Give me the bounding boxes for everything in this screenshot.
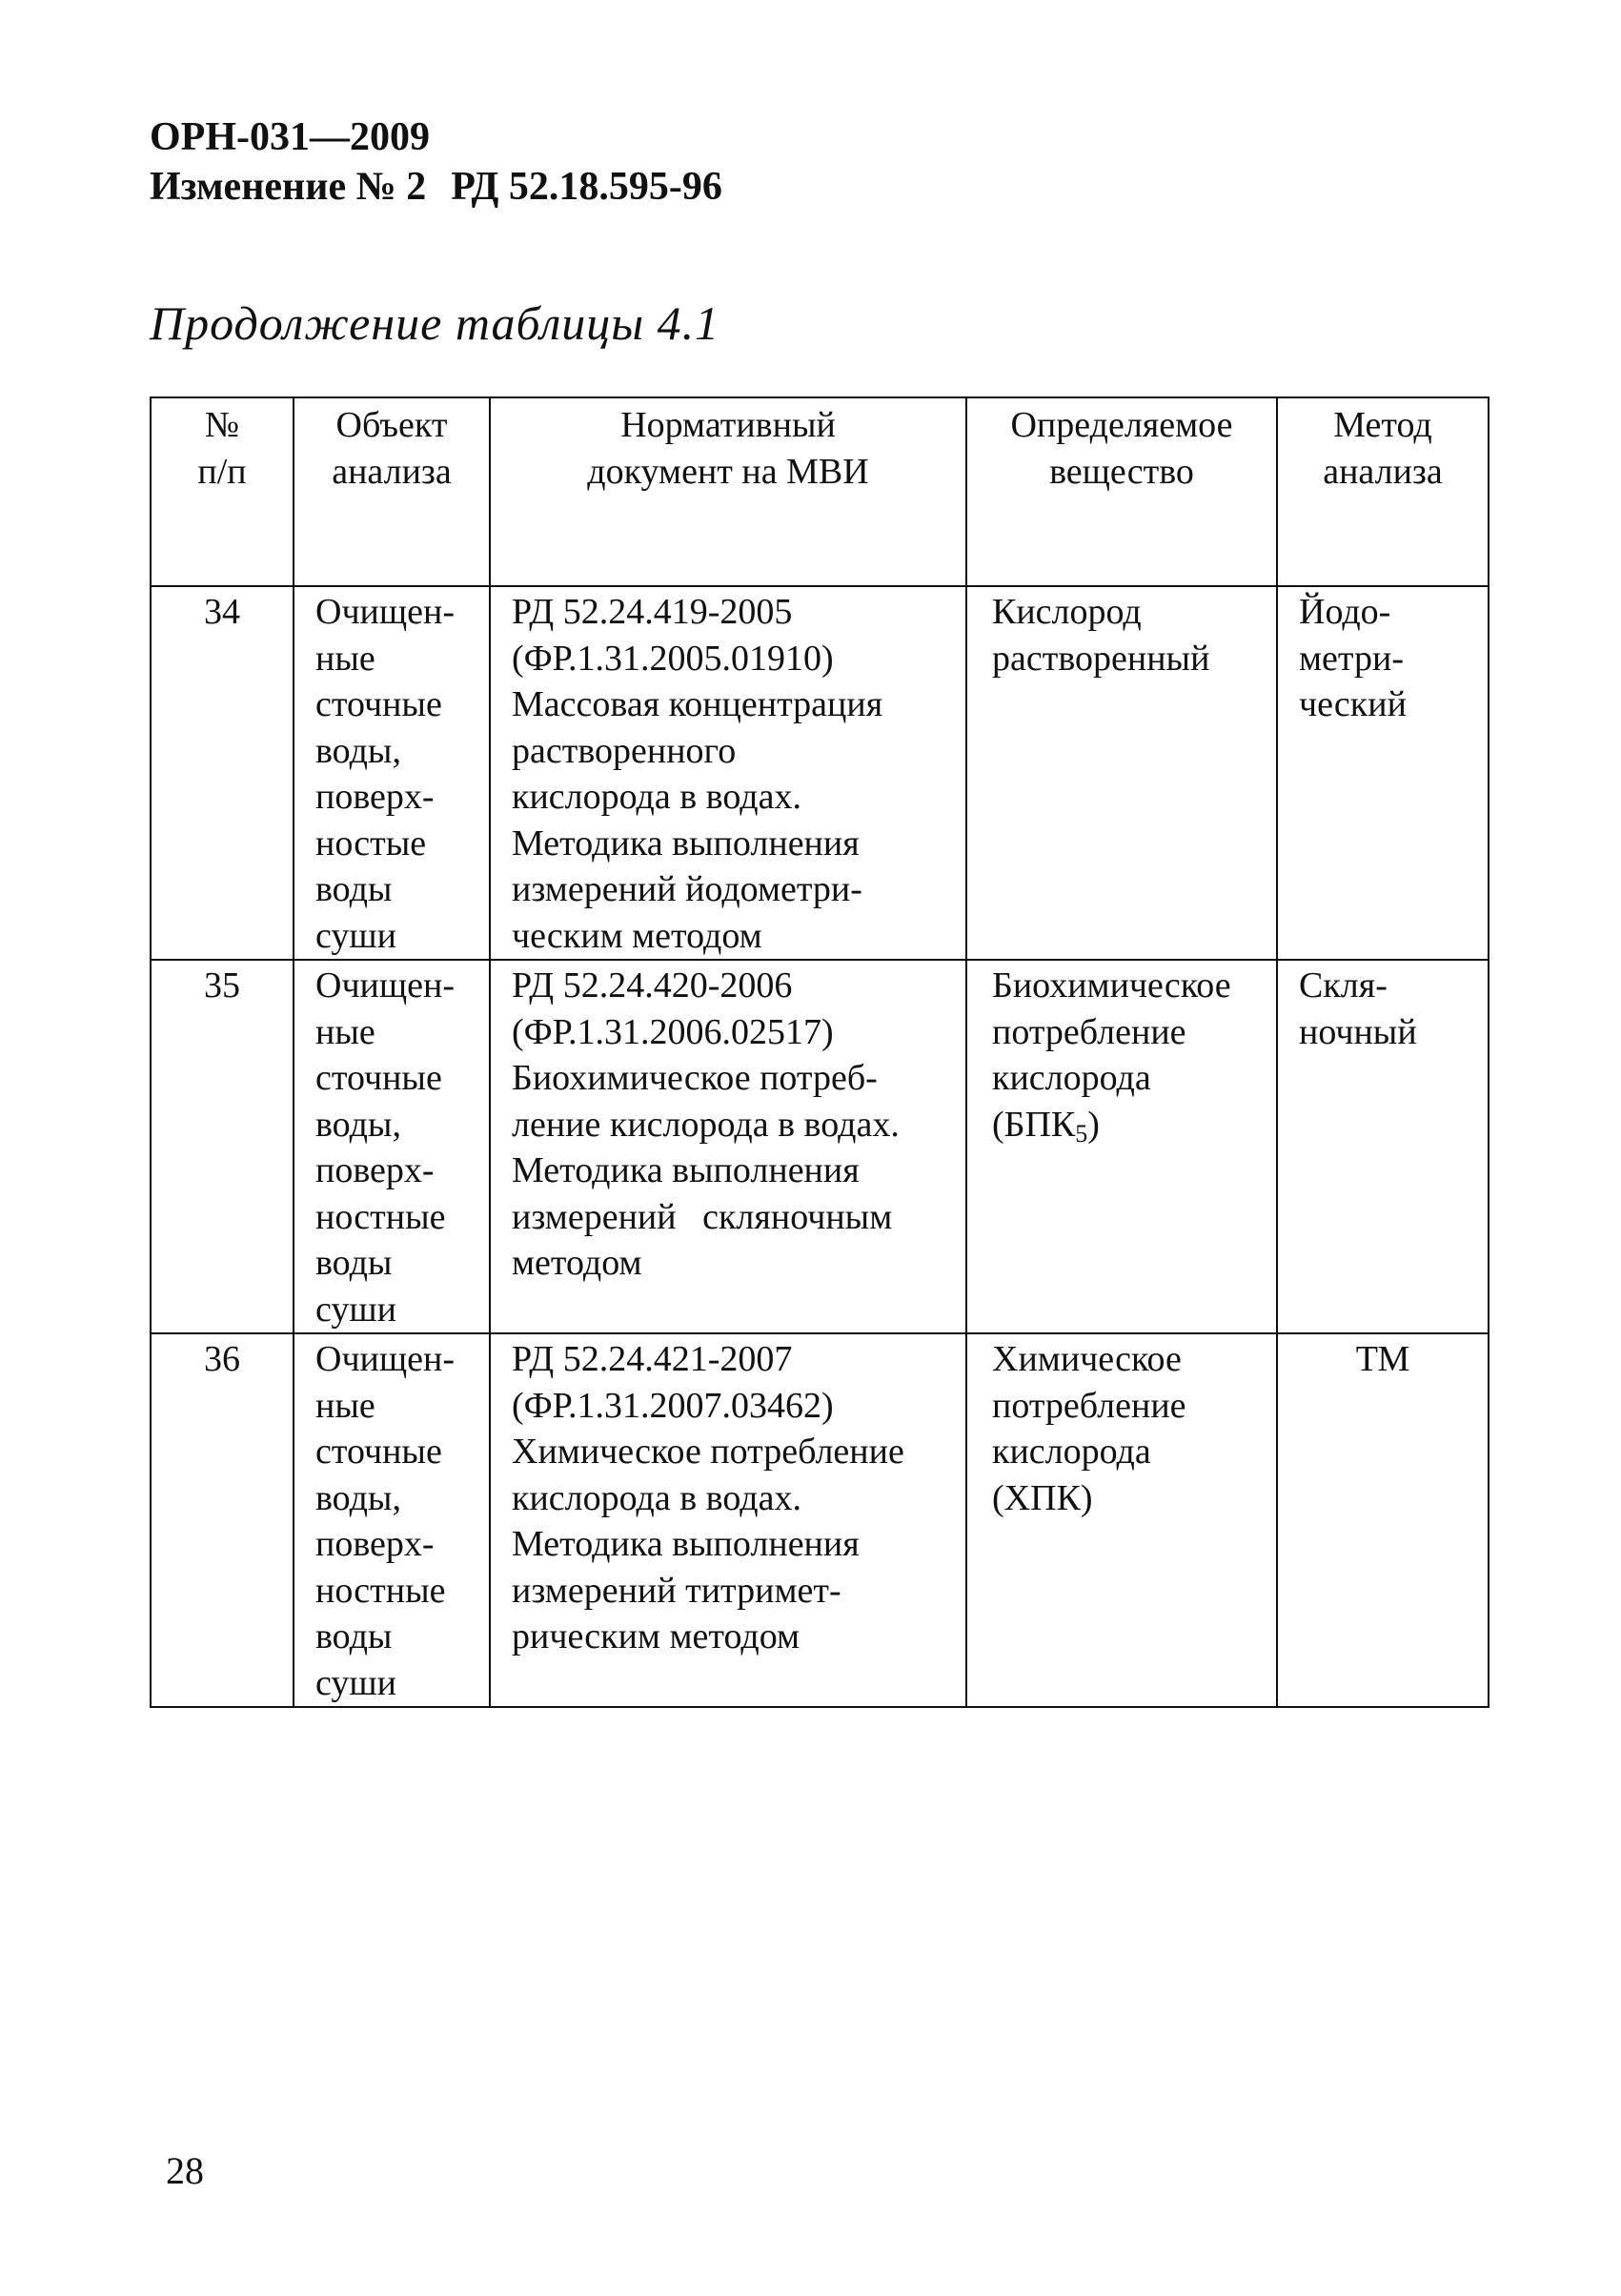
determined-substance: Химическое потребление кислорода (ХПК) bbox=[966, 1333, 1277, 1707]
determined-substance: Кислород растворенный bbox=[966, 586, 1277, 960]
table-caption: Продолжение таблицы 4.1 bbox=[150, 296, 720, 350]
document-code: ОРН-031—2009 bbox=[150, 115, 430, 159]
row-number: 35 bbox=[151, 960, 294, 1333]
analysis-method: ТМ bbox=[1277, 1333, 1489, 1707]
rd-reference: РД 52.18.595-96 bbox=[451, 165, 722, 209]
document-header bbox=[150, 112, 722, 212]
table-row bbox=[151, 586, 1489, 960]
normative-document: РД 52.24.420-2006 (ФР.1.31.2006.02517) Биохимическое потреб- ление кислорода в водах. Методика выполнения измерений скляночным методом bbox=[490, 960, 966, 1333]
analysis-object: Очищен- ные сточные воды, поверх- ностные воды суши bbox=[294, 1333, 490, 1707]
row-number: 34 bbox=[151, 586, 294, 960]
bod5-label: $(БПК_5)$ bbox=[992, 1104, 1100, 1148]
column-header-number: № п/п bbox=[151, 397, 294, 586]
analysis-object: Очищен- ные сточные воды, поверх- ностные воды суши bbox=[294, 960, 490, 1333]
standards-table bbox=[150, 396, 1489, 1708]
page-number: 28 bbox=[166, 2149, 204, 2192]
table-row bbox=[151, 960, 1489, 1333]
column-header-substance: Определяемое вещество bbox=[966, 397, 1277, 586]
amendment-line bbox=[150, 162, 722, 212]
row-number: 36 bbox=[151, 1333, 294, 1707]
analysis-object: Очищен- ные сточные воды, поверх- ностые воды суши bbox=[294, 586, 490, 960]
column-header-method: Метод анализа bbox=[1277, 397, 1489, 586]
analysis-method: Йодо- метри- ческий bbox=[1277, 586, 1489, 960]
normative-document: РД 52.24.421-2007 (ФР.1.31.2007.03462) Химическое потребление кислорода в водах. Методика выполнения измерений титримет- рическим методом bbox=[490, 1333, 966, 1707]
table-row bbox=[151, 1333, 1489, 1707]
column-header-document: Нормативный документ на МВИ bbox=[490, 397, 966, 586]
amendment-number: Изменение № 2 bbox=[150, 165, 427, 209]
determined-substance: Биохимическое потребление кислорода $(БПК_5)$ bbox=[966, 960, 1277, 1333]
table-header-row bbox=[151, 397, 1489, 586]
normative-document: РД 52.24.419-2005 (ФР.1.31.2005.01910) Массовая концентрация растворенного кислорода в водах. Методика выполнения измерений йодометри- ческим методом bbox=[490, 586, 966, 960]
column-header-object: Объект анализа bbox=[294, 397, 490, 586]
analysis-method: Скля- ночный bbox=[1277, 960, 1489, 1333]
